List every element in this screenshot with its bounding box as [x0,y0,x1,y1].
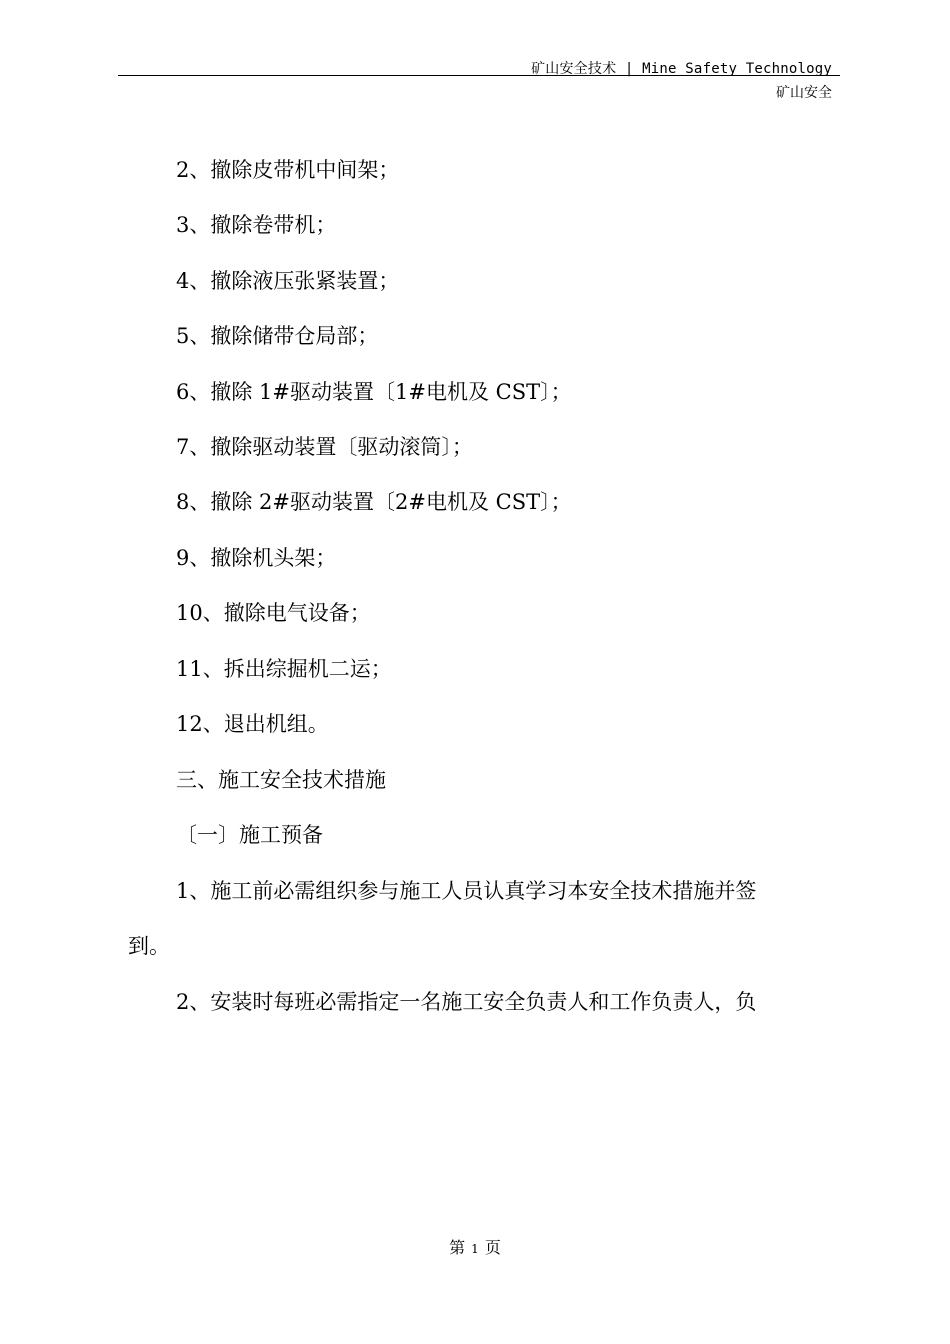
step-11-remove-conveyor: 11、拆出综掘机二运； [176,657,392,681]
step-7-remove-drive-drum: 7、撤除驱动装置〔驱动滚筒〕； [176,435,473,459]
page-footer [0,1235,950,1258]
footer-suffix: 页 [484,1238,501,1257]
step-8-remove-drive-2: 8、撤除 2#驱动装置〔2#电机及 CST〕； [176,490,572,514]
header-subtitle: 矿山安全 [776,85,832,101]
page-header [118,56,840,101]
step-2-remove-middle-frame: 2、撤除皮带机中间架； [176,158,400,182]
header-title: 矿山安全技术 | Mine Safety Technology [531,61,832,77]
measure-1-line-2: 到。 [128,934,170,958]
measure-1-line-1: 1、施工前必需组织参与施工人员认真学习本安全技术措施并签 [176,879,757,903]
step-12-withdraw-unit: 12、退出机组。 [176,712,329,736]
step-10-remove-electrical: 10、撤除电气设备； [176,601,371,625]
subsection-heading-preparation: 〔一〕施工预备 [176,823,323,847]
step-5-remove-storage-section: 5、撤除储带仓局部； [176,324,379,348]
footer-prefix: 第 [449,1238,466,1257]
step-9-remove-head-frame: 9、撤除机头架； [176,546,337,570]
section-heading-safety-measures: 三、施工安全技术措施 [176,768,386,792]
measure-2-line-1: 2、安装时每班必需指定一名施工安全负责人和工作负责人，负 [176,990,757,1014]
page-number: 1 [471,1242,479,1256]
step-6-remove-drive-1: 6、撤除 1#驱动装置〔1#电机及 CST〕； [176,380,572,404]
header-divider [118,75,840,76]
step-3-remove-belt-winder: 3、撤除卷带机； [176,213,337,237]
step-4-remove-tensioner: 4、撤除液压张紧装置； [176,269,400,293]
